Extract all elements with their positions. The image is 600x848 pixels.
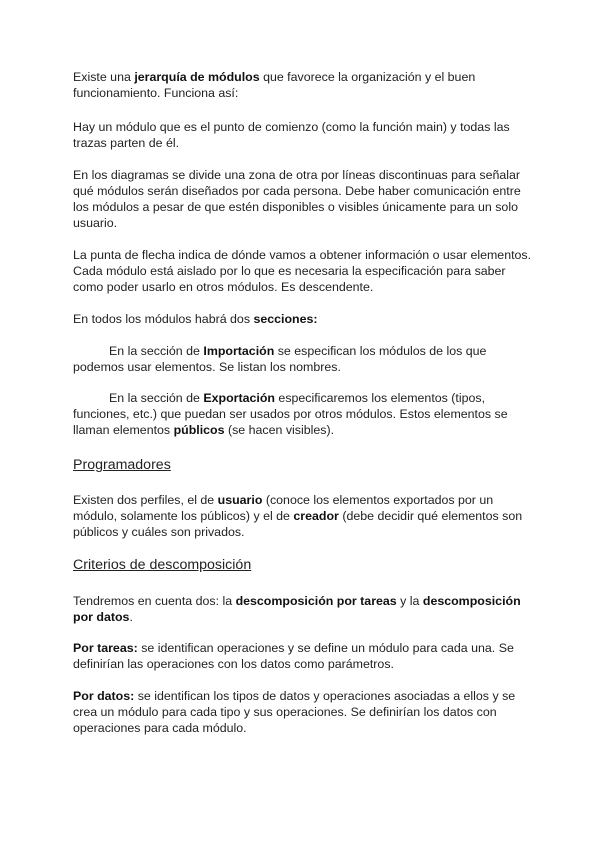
- paragraph-by-data: Por datos: se identifican los tipos de datos y operaciones asociadas a ellos y se crea un módulo para cada tipo y sus operaciones. Se definirían los datos con operaciones para cada módulo.: [73, 689, 516, 735]
- paragraph-profiles: Existen dos perfiles, el de usuario (conoce los elementos exportados por un módulo, solamente los públicos) y el de creador (debe decidir qué elementos son públicos y cuáles son privados.: [73, 493, 523, 539]
- paragraph-start-module: Hay un módulo que es el punto de comienzo (como la función main) y todas las trazas parten de él.: [73, 120, 510, 150]
- paragraph-by-tasks: Por tareas: se identifican operaciones y se define un módulo para cada una. Se definirían las operaciones con los datos como parámetros.: [73, 641, 514, 671]
- paragraph-sections: En todos los módulos habrá dos secciones:: [73, 312, 318, 326]
- paragraph-intro: Existe una jerarquía de módulos que favorece la organización y el buen funcionamiento. Funciona así:: [73, 70, 476, 100]
- paragraph-import: En la sección de Importación se especifican los módulos de los que podemos usar elementos. Se listan los nombres.: [73, 344, 487, 374]
- paragraph-criteria: Tendremos en cuenta dos: la descomposición por tareas y la descomposición por datos.: [73, 594, 521, 624]
- heading-criterios: Criterios de descomposición: [73, 557, 252, 573]
- paragraph-diagrams: En los diagramas se divide una zona de otra por líneas discontinuas para señalar qué módulos serán diseñados por cada persona. Debe haber comunicación entre los módulos a pesar de que estén disponibles o visibles únicamente para un solo usuario.: [73, 168, 521, 230]
- heading-programadores: Programadores: [73, 457, 171, 473]
- paragraph-export: En la sección de Exportación especificaremos los elementos (tipos, funciones, etc.) que puedan ser usados por otros módulos. Estos elementos se llaman elementos públicos (se hacen visibles).: [73, 391, 508, 437]
- paragraph-arrow: La punta de flecha indica de dónde vamos a obtener información o usar elementos. Cada módulo está aislado por lo que es necesaria la especificación para saber como poder usarlo en otros módulos. Es descendente.: [73, 248, 532, 294]
